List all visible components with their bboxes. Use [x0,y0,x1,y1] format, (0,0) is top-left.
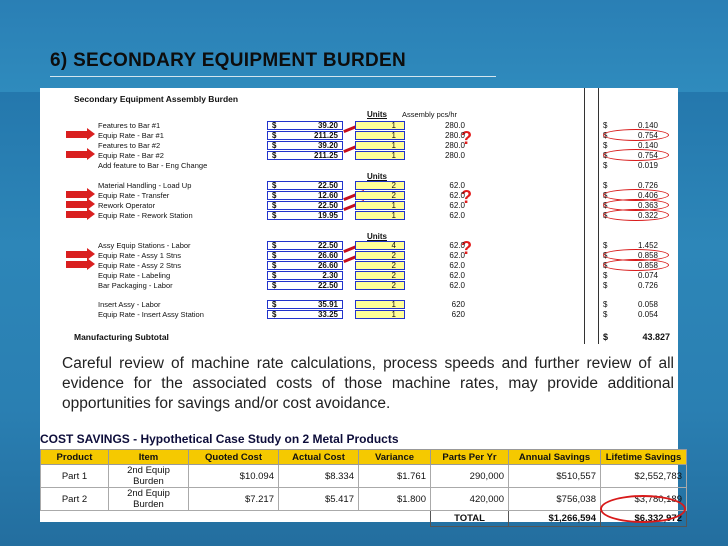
table-cell: $7.217 [189,488,279,511]
row-label: Equip Rate - Assy 2 Stns [98,261,181,270]
sheet-row [40,161,678,171]
units-cell: 1 [355,151,405,160]
column-header: Quoted Cost [189,450,279,465]
cost-currency: $ [603,201,608,210]
rate-value: 26.60 [317,261,338,270]
rate-value: 39.20 [317,141,338,150]
rate-value-cell [267,261,343,270]
row-label: Add feature to Bar - Eng Change [98,161,208,170]
currency-sign: $ [272,310,277,319]
cost-value: 0.858 [637,251,658,260]
assembly-rate: 280.0 [444,131,465,140]
cost-value: 1.452 [637,241,658,250]
table-cell: Part 2 [41,488,109,511]
assembly-rate: 620 [451,310,465,319]
row-label: Equip Rate - Bar #1 [98,131,164,140]
cost-currency: $ [603,211,608,220]
highlight-circle [603,209,669,221]
question-mark: ? [461,128,472,148]
units-cell: 1 [355,201,405,210]
cost-value: 0.726 [637,281,658,290]
currency-sign: $ [272,121,277,130]
sheet-row [40,131,678,141]
currency-sign: $ [272,201,277,210]
cost-currency: $ [603,131,608,140]
table-cell: $10.094 [189,465,279,488]
rate-value-cell [267,310,343,319]
title-underline [50,76,496,77]
table-cell: $756,038 [509,488,601,511]
sheet-row [40,300,678,310]
red-arrow-icon [66,251,88,258]
cost-value: 0.074 [637,271,658,280]
red-arrow-icon [66,201,88,208]
sheet-row [40,151,678,161]
table-cell: $5.417 [279,488,359,511]
row-label: Features to Bar #1 [98,121,161,130]
column-header: Item [109,450,189,465]
table-row [41,488,687,511]
assembly-rate: 62.0 [449,211,465,220]
table-cell: $3,780,189 [601,488,687,511]
sheet-row [40,271,678,281]
currency-sign: $ [272,300,277,309]
assembly-rate: 280.0 [444,121,465,130]
assembly-rate: 280.0 [444,151,465,160]
sheet-row [40,241,678,251]
highlight-circle [603,129,669,141]
currency-sign: $ [272,271,277,280]
column-header: Product [41,450,109,465]
cost-value: 0.406 [637,191,658,200]
cost-currency: $ [603,300,608,309]
sheet-row [40,121,678,131]
units-cell: 2 [355,261,405,270]
assembly-rate: 62.0 [449,281,465,290]
row-label: Equip Rate - Transfer [98,191,170,200]
units-cell: 1 [355,310,405,319]
units-cell: 2 [355,271,405,280]
currency-sign: $ [272,191,277,200]
rate-value: 22.50 [317,281,338,290]
row-label: Equip Rate - Labeling [98,271,171,280]
table-cell: $1.761 [359,465,431,488]
rate-value-cell [267,131,343,140]
currency-sign: $ [272,141,277,150]
total-label: TOTAL [431,511,509,527]
table-cell: Part 1 [41,465,109,488]
cost-savings-header-row [41,450,687,465]
cost-value: 0.058 [637,300,658,309]
highlight-circle [603,259,669,271]
rate-value: 22.50 [317,241,338,250]
red-arrow-icon [66,261,88,268]
cost-currency: $ [603,281,608,290]
rate-value: 22.50 [317,181,338,190]
rate-value-cell [267,241,343,250]
red-arrow-icon [66,151,88,158]
rate-value-cell [267,211,343,220]
rate-value-cell [267,201,343,210]
cost-value: 0.726 [637,181,658,190]
review-paragraph: Careful review of machine rate calculations, process speeds and further review of all evidence for the associated costs of those machine rates, may provide additional opportunities for savings and/or cost avoidance. [62,355,674,412]
cost-currency: $ [603,271,608,280]
table-cell: 290,000 [431,465,509,488]
rate-value: 26.60 [317,251,338,260]
cost-currency: $ [603,241,608,250]
title-band [0,0,728,92]
sheet-row [40,310,678,320]
rate-value-cell [267,271,343,280]
slide-title: 6) SECONDARY EQUIPMENT BURDEN [50,50,407,71]
cost-currency: $ [603,191,608,200]
burden-spreadsheet [40,88,678,344]
sheet-row [40,281,678,291]
units-cell: 2 [355,181,405,190]
highlight-circle [603,149,669,161]
rate-value: 211.25 [313,151,338,160]
rate-value: 19.95 [317,211,338,220]
currency-sign: $ [272,131,277,140]
rate-value: 39.20 [317,121,338,130]
cost-savings-table [40,449,687,527]
cost-value: 0.754 [637,131,658,140]
cost-currency: $ [603,251,608,260]
sheet-row [40,141,678,151]
rate-value-cell [267,141,343,150]
cost-currency: $ [603,161,608,170]
row-label: Rework Operator [98,201,156,210]
cost-currency: $ [603,310,608,319]
currency-sign: $ [272,211,277,220]
assembly-rate: 62.0 [449,201,465,210]
assembly-rate: 620 [451,300,465,309]
column-header: Actual Cost [279,450,359,465]
assembly-rate: 62.0 [449,191,465,200]
row-label: Insert Assy - Labor [98,300,161,309]
sheet-row [40,211,678,221]
row-label: Equip Rate - Bar #2 [98,151,164,160]
total-highlight-circle [600,495,686,523]
row-label: Equip Rate - Insert Assy Station [98,310,204,319]
table-cell: $1.800 [359,488,431,511]
units-cell: 1 [355,131,405,140]
rate-value: 22.50 [317,201,338,210]
units-cell: 1 [355,121,405,130]
cost-value: 0.754 [637,151,658,160]
units-cell: 2 [355,281,405,290]
rate-value-cell [267,121,343,130]
sheet-row [40,191,678,201]
rate-value-cell [267,300,343,309]
cost-currency: $ [603,181,608,190]
column-header: Variance [359,450,431,465]
assembly-rate: 62.0 [449,251,465,260]
rate-value-cell [267,281,343,290]
row-label: Material Handling - Load Up [98,181,192,190]
table-cell: 2nd Equip Burden [109,488,189,511]
rate-value-cell [267,251,343,260]
cost-currency: $ [603,151,608,160]
units-header: Units [367,110,387,119]
assembly-rate-header: Assembly pcs/hr [402,110,458,119]
cost-value: 0.054 [637,310,658,319]
units-cell: 1 [355,300,405,309]
question-mark: ? [461,238,472,258]
table-cell: $510,557 [509,465,601,488]
cost-value: 0.140 [637,141,658,150]
total-annual-savings: $1,266,594 [509,511,601,527]
currency-sign: $ [272,281,277,290]
units-cell: 1 [355,141,405,150]
manufacturing-subtotal-value: 43.827 [642,332,670,342]
column-header: Annual Savings [509,450,601,465]
rate-value-cell [267,181,343,190]
rate-value-cell [267,151,343,160]
cost-currency: $ [603,141,608,150]
table-row [41,465,687,488]
total-row [41,511,687,527]
rate-value: 35.91 [317,300,338,309]
units-header: Units [367,232,387,241]
sheet-row [40,251,678,261]
assembly-rate: 62.0 [449,261,465,270]
cost-currency: $ [603,121,608,130]
column-header: Parts Per Yr [431,450,509,465]
cost-value: 0.019 [637,161,658,170]
row-label: Equip Rate - Assy 1 Stns [98,251,181,260]
red-arrow-icon [66,211,88,218]
rate-value: 211.25 [313,131,338,140]
units-cell: 2 [355,251,405,260]
currency-sign: $ [272,241,277,250]
currency-sign: $ [272,181,277,190]
assembly-rate: 62.0 [449,181,465,190]
red-arrow-icon [66,131,88,138]
table-cell: $2,552,783 [601,465,687,488]
units-cell: 2 [355,191,405,200]
sheet-title: Secondary Equipment Assembly Burden [74,94,239,104]
rate-value: 12.60 [317,191,338,200]
units-header: Units [367,172,387,181]
table-cell: 2nd Equip Burden [109,465,189,488]
question-mark: ? [461,187,472,207]
currency-sign: $ [272,261,277,270]
row-label: Equip Rate - Rework Station [98,211,193,220]
currency-sign: $ [272,151,277,160]
row-label: Bar Packaging - Labor [98,281,173,290]
assembly-rate: 62.0 [449,271,465,280]
row-label: Assy Equip Stations - Labor [98,241,191,250]
assembly-rate: 62.0 [449,241,465,250]
red-arrow-icon [66,191,88,198]
rate-value: 33.25 [317,310,338,319]
manufacturing-subtotal-label: Manufacturing Subtotal [74,332,169,342]
cost-currency: $ [603,261,608,270]
sheet-row [40,201,678,211]
column-header: Lifetime Savings [601,450,687,465]
assembly-rate: 280.0 [444,141,465,150]
row-label: Features to Bar #2 [98,141,161,150]
table-cell: 420,000 [431,488,509,511]
cost-value: 0.858 [637,261,658,270]
cost-value: 0.363 [637,201,658,210]
subtotal-currency: $ [603,332,609,342]
rate-value: 2.30 [322,271,338,280]
units-cell: 4 [355,241,405,250]
cost-value: 0.322 [637,211,658,220]
sheet-row [40,261,678,271]
cost-value: 0.140 [637,121,658,130]
table-cell: $8.334 [279,465,359,488]
currency-sign: $ [272,251,277,260]
units-cell: 1 [355,211,405,220]
total-lifetime-savings: $6,332,972 [601,511,687,527]
sheet-row [40,181,678,191]
rate-value-cell [267,191,343,200]
cost-savings-title: COST SAVINGS - Hypothetical Case Study on 2 Metal Products [40,432,399,446]
